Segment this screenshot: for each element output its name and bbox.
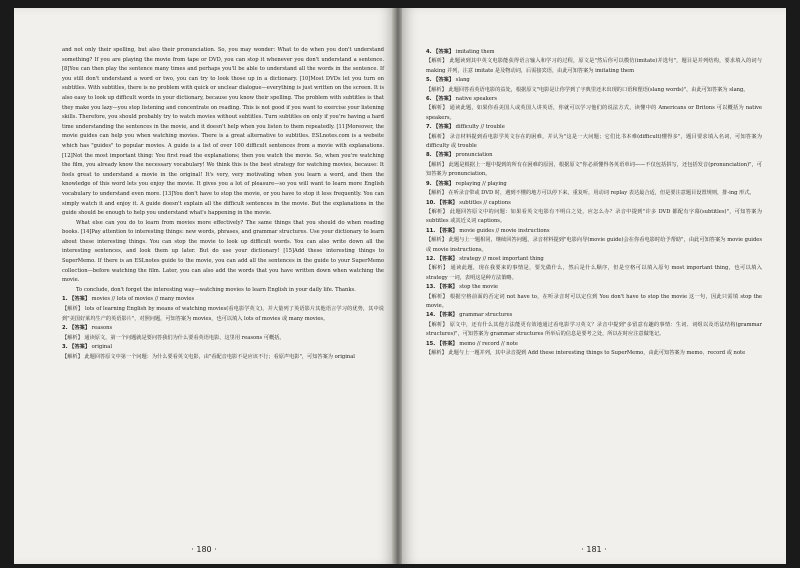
answer-item-15 — [426, 340, 762, 359]
explanation-text: 【解析】 lots of learning English by means of watching movies(看电影学英文)，并大量列了英语影片其他语言学习的优势，其中说到"美国好莱坞生产的英语影片"，对照问题，可知答案为 movies，也可以填入 lots of movies 或 many movies。 — [62, 306, 384, 322]
answer-item-2 — [62, 324, 384, 343]
explanation-text: 【解析】 根据空格前面的否定词 not have to，在听录音时可以定位到 You don't have to stop the movie 这一句，因此只需填 stop the movie。 — [426, 293, 762, 309]
explanation-text: 【解析】 在听录音带或 DVD 时，遇到不懂的地方可以停下来，重复听，用动词 replay 表达最合适，但是要注意题目设置规则，排-ing 形式。 — [426, 190, 755, 197]
answer-item-11 — [426, 227, 762, 255]
answer-tag: 【答案】 — [433, 152, 455, 159]
left-page — [14, 8, 394, 564]
answer-text: strategy // most important thing — [459, 255, 544, 262]
answer-tag: 【答案】 — [69, 296, 91, 303]
answer-number: 8. — [426, 152, 432, 159]
answer-item-14 — [426, 311, 762, 339]
answer-item-4 — [426, 48, 762, 76]
answer-text: movies // lots of movies // many movies — [91, 296, 195, 303]
left-page-body — [62, 46, 384, 363]
answer-item-7 — [426, 123, 762, 151]
answer-number: 14. — [426, 312, 436, 319]
answer-text: memo // record // note — [459, 340, 518, 347]
passage-paragraph: and not only their spelling, but also their pronunciation. So, you may wonder: What to do when you don't understand something? If you are playing the movie from tape or DVD, you can stop it whenever you don't understand a sentence. [8]You can then play the sentence many times and perhaps you'll be able to understand all the words in the sentence. If you still don't understand a word or two, you can try to look those up in a dictionary. [10]Most DVDs let you turn on subtitles. With subtitles, there is no problem with quick or unclear dialogue—everything is just written on the screen. It is also easy to look up difficult words in your dictionary, because you know their spelling. The problem with subtitles is that they make you lazy—you stop listening and concentrate on reading. This is not good if you want to exercise your listening skills. Therefore, you should probably try to watch movies without subtitles. Turn subtitles on only if you're having a hard time understanding the sentences in the movie, and it doesn't help when you listen to them repeatedly. [11]Moreover, the movie guides can help you when watching movies. There is a great alternative to subtitles. ESLnotes.com is a website which has "guides" to popular movies. A guide is a list of over 100 difficult sentences from a movie with explanations. [12]Not the most important thing: You first read the explanations; then you watch the movie. So, when you're watching the film, you already know the necessary vocabulary! We think this is the best strategy for watching movies, because: It feels great to understand a movie in the original! It's very, very motivating when you learn a word, and then the knowledge of this word lets you enjoy the movie. It gives you a lot of pleasure—so you will want to learn more English vocabulary to understand even more. [13]You don't have to stop the movie, or you have to stop it less frequently. You can simply watch it and enjoy it. A guide doesn't explain all the difficult sentences in the movie. But the explanations in the guide should be enough to help you understand what's happening in the movie. — [62, 47, 384, 217]
right-page-body — [426, 48, 762, 358]
answer-number: 15. — [426, 340, 436, 347]
explanation-text: 【解析】 此题是根据上一题中提到的所有在困难的原因，根据原文"你必须懂得各英语单词——不仅包括拼写，还包括发音(pronunciation)"，可知答案为 pronunciation。 — [426, 161, 762, 178]
explanation-text: 【解析】 通读原文，第一个问题就是要问答我们为什么要看英语电影，这里用 reasons 可概括。 — [62, 334, 285, 341]
answer-text: original — [91, 344, 113, 351]
answer-tag: 【答案】 — [436, 284, 458, 291]
answer-tag: 【答案】 — [69, 344, 91, 351]
answer-tag: 【答案】 — [436, 227, 458, 234]
explanation-text: 【解析】 此题读到其中英文电影能获得语言输入和学习的过程，原文是"然后你可以模仿(imitate)并选句"，题目是并列结构，要求填入的词与 making 并列，注意 imitate 是及物动词，后需接宾语，由此可知答案为 imitating them — [426, 58, 762, 74]
answer-number: 10. — [426, 199, 436, 206]
answer-number: 7. — [426, 124, 432, 131]
explanation-text: 【解析】 此题回答原文中第一个问题：为什么要看英文电影，由"看配音电影不是应该不行；看原声电影"，可知答案为 original — [62, 354, 355, 360]
answer-item-12 — [426, 255, 762, 283]
answer-number: 4. — [426, 49, 432, 55]
answer-tag: 【答案】 — [69, 325, 91, 332]
answer-tag: 【答案】 — [436, 255, 458, 262]
explanation-text: 【解析】 通读此题，现在我要来的事情是，要先做什么，然后是什么顺序，但是空格可以填入原句 most important thing，也可以填入 strategy 一词，表明这是种方法策略。 — [426, 265, 762, 281]
answer-tag: 【答案】 — [436, 199, 458, 206]
passage-paragraph: To conclude, don't forget the interesting way—watching movies to learn English in your daily life. Thanks. — [76, 286, 356, 293]
explanation-text: 【解析】 原文中，还有什么其他方法能更有效地通过看电影学习英文？录音中提到"多留意有趣的事情：生词、词组以及语法结构(grammar structures)"，可知答案为 grammar structures 所举后的信息是要考之处，所以在时应注意做笔记。 — [426, 321, 762, 338]
explanation-text: 【解析】 此题与上一题相同，继续回答问题，录音材料提到"电影向导(movie guide)会在你看电影时给予帮助"，由此可知答案为 movie guides 或 movie instructions。 — [426, 237, 762, 253]
answer-item-9 — [426, 180, 762, 199]
answer-item-3 — [62, 343, 384, 362]
answer-number: 2. — [62, 325, 68, 332]
page-number: · 181 · — [581, 545, 607, 554]
answer-item-10 — [426, 199, 762, 227]
answer-number: 11. — [426, 227, 436, 234]
explanation-text: 【解析】 通读此题，如果你看美国人或英国人讲英语，你就可以学习他们的说法方式，读懂中的 Americans or Britons 可以概括为 native speakers。 — [426, 105, 762, 121]
answer-number: 5. — [426, 77, 432, 84]
answer-number: 12. — [426, 255, 436, 262]
answer-item-13 — [426, 283, 762, 311]
answer-text: replaying // playing — [455, 180, 507, 187]
explanation-text: 【解析】 此题与上一题并列，其中录音提到 Add these interesting things to SuperMemo，由此可知答案为 memo、record 或 note — [426, 350, 746, 356]
right-page — [402, 8, 786, 564]
answer-text: reasons — [91, 325, 113, 332]
answer-tag: 【答案】 — [436, 340, 458, 347]
answer-number: 1. — [62, 296, 68, 303]
answer-text: difficulty // trouble — [455, 124, 505, 131]
answer-text: pronunciation — [455, 152, 493, 159]
answer-tag: 【答案】 — [433, 49, 455, 55]
explanation-text: 【解析】 此题回答原文中的问题：如果看英文电影有不明白之处，应怎么办？录音中提到"许多 DVD 都配有字幕(subtitles)"，可知答案为 subtitles 或其近义词 captions。 — [426, 208, 762, 225]
answer-item-6 — [426, 95, 762, 123]
answer-number: 13. — [426, 284, 436, 291]
answer-number: 9. — [426, 180, 432, 187]
answer-text: native speakers — [455, 96, 497, 103]
answer-tag: 【答案】 — [433, 96, 455, 103]
explanation-text: 【解析】 录音材料提到看电影学英文存在的困难，并认为"这是一大问题；它们比书本难(difficult)懂得多"，题目要求填入名词，可知答案为 difficulty 或 trouble — [426, 133, 762, 150]
page-number: · 180 · — [191, 545, 217, 554]
answer-text: movie guides // movie instructions — [459, 227, 550, 234]
answer-tag: 【答案】 — [436, 312, 458, 319]
answer-text: subtitles // captions — [459, 199, 511, 206]
answer-tag: 【答案】 — [433, 77, 455, 84]
answer-text: grammar structures — [459, 312, 513, 319]
answer-number: 6. — [426, 96, 432, 103]
answer-text: stop the movie — [459, 284, 498, 291]
answer-number: 3. — [62, 344, 68, 351]
answer-tag: 【答案】 — [433, 124, 455, 131]
answer-text: slang — [455, 77, 470, 84]
answer-item-8 — [426, 151, 762, 179]
answer-item-5 — [426, 76, 762, 95]
answer-tag: 【答案】 — [433, 180, 455, 187]
answer-text: imitating them — [455, 49, 495, 55]
explanation-text: 【解析】 此题回答看英语电影的益处，根据原文"电影是让你学到了字典里还未出现的口语和俚语(slang words)"，由此可知答案为 slang。 — [426, 86, 749, 93]
passage-paragraph: What else can you do to learn from movies more effectively? The same things that you should do when reading books. [14]Pay attention to interesting things: new words, phrases, and grammar structures. Use your dictionary to learn about these interesting things. You can stop the movie to look up difficult words. You can also write down all the interesting sentences, and look them up later. But do use your dictionary! [15]Add these interesting things to SuperMemo. If there is an ESLnotes guide to the movie, you can add all the sentences in the guide to your SuperMemo collection—before watching the film. Later, you can also add the words that you have written down when watching the movie. — [62, 219, 384, 284]
answer-item-1 — [62, 295, 384, 324]
